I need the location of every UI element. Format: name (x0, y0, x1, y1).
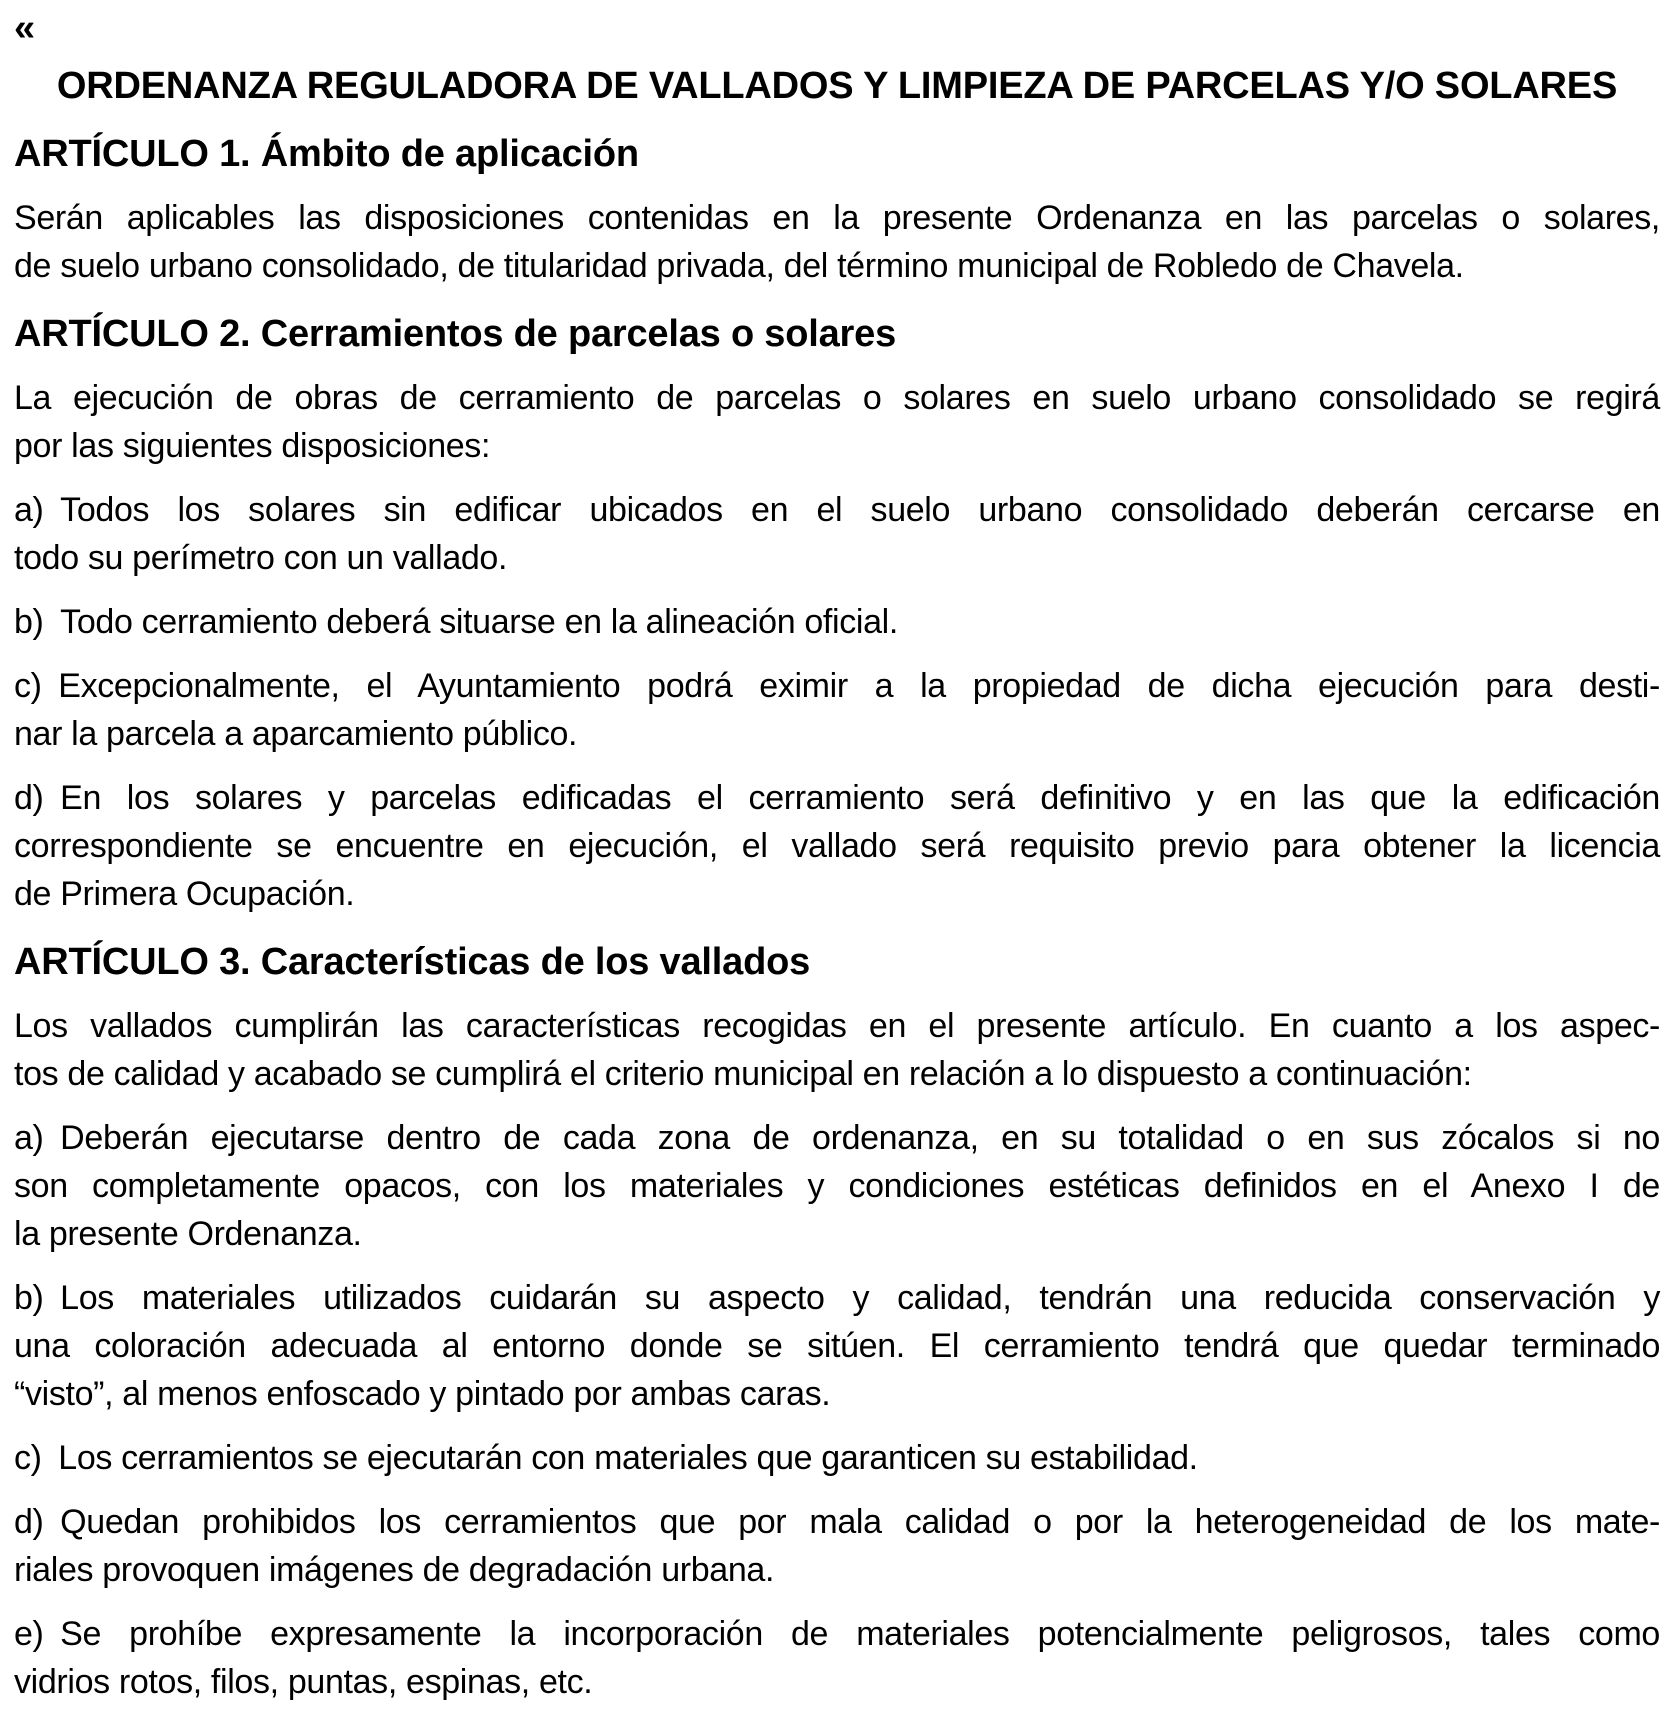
list-item-b (14, 1274, 1660, 1418)
text-line: “visto”, al menos enfoscado y pintado por ambas caras. (14, 1375, 831, 1413)
text-line: por las siguientes disposiciones: (14, 427, 491, 465)
text-line: riales provoquen imágenes de degradación urbana. (14, 1551, 775, 1589)
text-line: a) Deberán ejecutarse dentro de cada zona de ordenanza, en su totalidad o en sus zócalos si no (14, 1119, 1660, 1157)
text-line: todo su perímetro con un vallado. (14, 539, 508, 577)
list-item-b (14, 598, 1660, 646)
text-line: de suelo urbano consolidado, de titularidad privada, del término municipal de Robledo de Chavela. (14, 247, 1464, 285)
list-item-d (14, 1498, 1660, 1594)
text-line: b) Los materiales utilizados cuidarán su aspecto y calidad, tendrán una reducida conservación y (14, 1279, 1660, 1317)
article-heading-3: ARTÍCULO 3. Características de los vallados (14, 941, 811, 983)
list-item-c (14, 662, 1660, 758)
text-line: La ejecución de obras de cerramiento de parcelas o solares en suelo urbano consolidado se regirá (14, 379, 1660, 417)
article-heading-2: ARTÍCULO 2. Cerramientos de parcelas o solares (14, 313, 897, 355)
text-line: b) Todo cerramiento deberá situarse en la alineación oficial. (14, 603, 898, 641)
list-item-c (14, 1434, 1660, 1482)
text-line: correspondiente se encuentre en ejecución, el vallado será requisito previo para obtener la licencia (14, 827, 1660, 865)
text-line: d) Quedan prohibidos los cerramientos que por mala calidad o por la heterogeneidad de los mate- (14, 1503, 1660, 1541)
document-title: ORDENANZA REGULADORA DE VALLADOS Y LIMPIEZA DE PARCELAS Y/O SOLARES (56, 65, 1618, 107)
text-line: d) En los solares y parcelas edificadas el cerramiento será definitivo y en las que la edificación (14, 779, 1660, 817)
list-item-d (14, 774, 1660, 918)
text-line: la presente Ordenanza. (14, 1215, 362, 1253)
text-line: c) Los cerramientos se ejecutarán con materiales que garanticen su estabilidad. (14, 1439, 1198, 1477)
text-line: a) Todos los solares sin edificar ubicados en el suelo urbano consolidado deberán cercarse en (14, 491, 1660, 529)
text-line: de Primera Ocupación. (14, 875, 355, 913)
text-line: Serán aplicables las disposiciones contenidas en la presente Ordenanza en las parcelas o solares, (14, 199, 1660, 237)
paragraph (14, 194, 1660, 290)
text-line: e) Se prohíbe expresamente la incorporación de materiales potencialmente peligrosos, tales como (14, 1615, 1660, 1653)
document-body (14, 130, 1660, 1706)
text-line: una coloración adecuada al entorno donde se sitúen. El cerramiento tendrá que quedar terminado (14, 1327, 1660, 1365)
text-line: Los vallados cumplirán las características recogidas en el presente artículo. En cuanto a los aspec- (14, 1007, 1660, 1045)
text-line: vidrios rotos, filos, puntas, espinas, etc. (14, 1663, 593, 1701)
text-line: son completamente opacos, con los materiales y condiciones estéticas definidos en el Anexo I de (14, 1167, 1660, 1205)
list-item-a (14, 486, 1660, 582)
list-item-a (14, 1114, 1660, 1258)
paragraph (14, 1002, 1660, 1098)
article-heading-1: ARTÍCULO 1. Ámbito de aplicación (14, 133, 639, 175)
text-line: nar la parcela a aparcamiento público. (14, 715, 578, 753)
text-line: tos de calidad y acabado se cumplirá el criterio municipal en relación a lo dispuesto a continuación: (14, 1055, 1472, 1093)
text-line: c) Excepcionalmente, el Ayuntamiento podrá eximir a la propiedad de dicha ejecución para desti- (14, 667, 1660, 705)
opening-guillemet: « (14, 7, 36, 49)
list-item-e (14, 1610, 1660, 1706)
paragraph (14, 374, 1660, 470)
